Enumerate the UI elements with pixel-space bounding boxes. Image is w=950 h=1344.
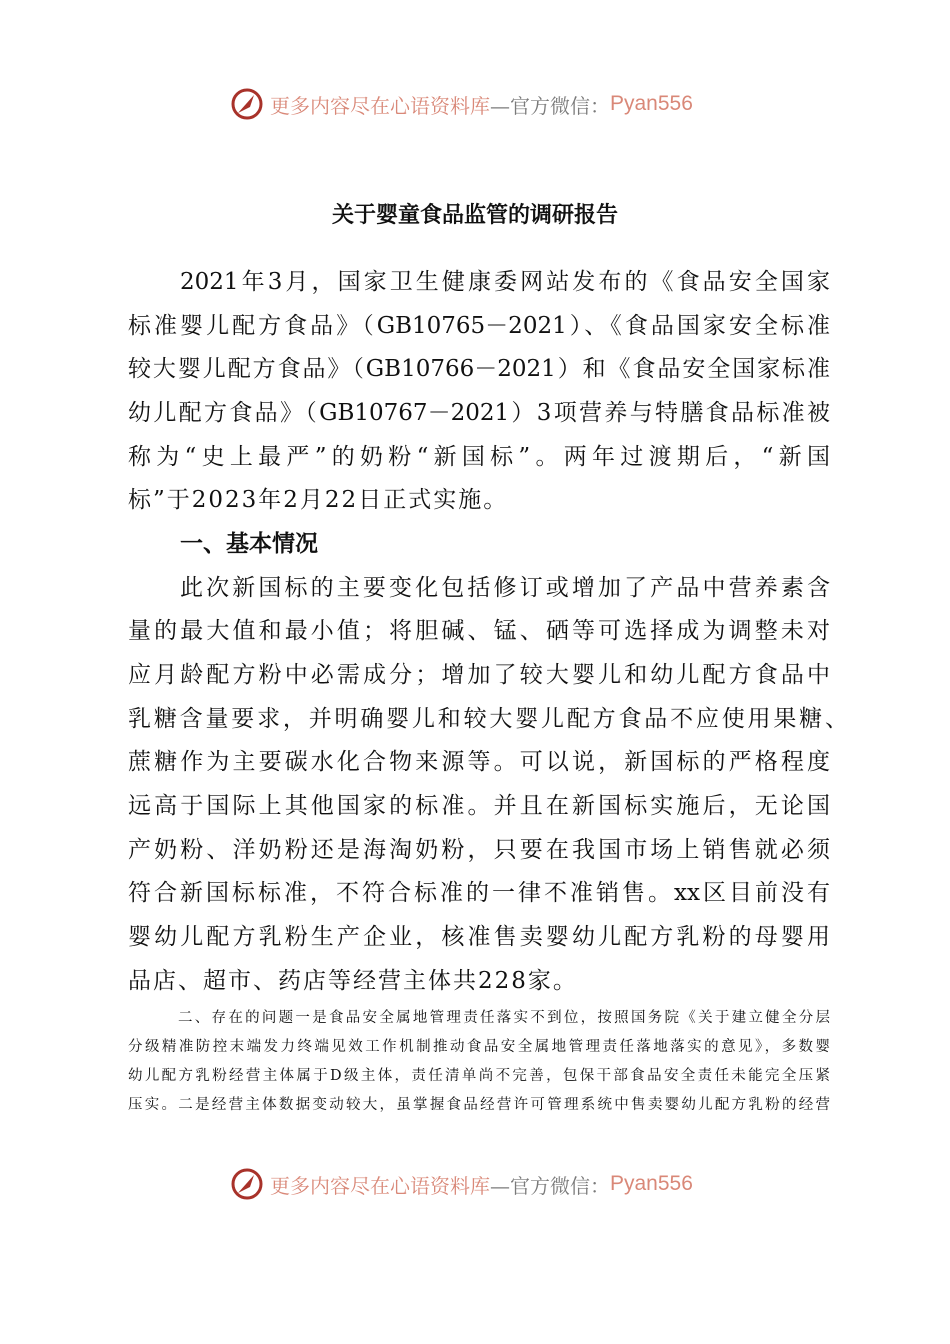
watermark-wechat-label: —官方微信：: [490, 93, 610, 118]
paragraph-line: 幼儿配方食品》（GB10767－2021）3项营养与特膳食品标准被: [128, 400, 830, 426]
paragraph-line: 品店、超市、药店等经营主体共228家。: [128, 968, 578, 994]
paragraph-line: 乳糖含量要求，并明确婴儿和较大婴儿配方食品不应使用果糖、: [128, 706, 848, 732]
section-heading: 一、基本情况: [180, 530, 318, 557]
small-paragraph-line: 分级精准防控末端发力终端见效工作机制推动食品安全属地管理责任落地落实的意见》，多数婴: [128, 1039, 830, 1055]
paragraph-line: 远高于国际上其他国家的标准。并且在新国标实施后，无论国: [128, 793, 830, 819]
paragraph-line: 符合新国标标准，不符合标准的一律不准销售。xx区目前没有: [128, 880, 830, 906]
paragraph-line: 称为“史上最严”的奶粉“新国标”。两年过渡期后，“新国: [128, 444, 830, 470]
paragraph-line: 较大婴儿配方食品》（GB10766－2021）和《食品安全国家标准: [128, 356, 830, 382]
small-paragraph-line: 二、存在的问题一是食品安全属地管理责任落实不到位，按照国务院《关于建立健全分层: [178, 1010, 830, 1026]
paragraph-line: 标”于2023年2月22日正式实施。: [128, 487, 509, 513]
quill-logo-icon: [230, 87, 264, 121]
watermark-wechat-label: —官方微信：: [490, 1173, 610, 1198]
quill-logo-icon: [230, 1167, 264, 1201]
watermark-wechat-id: Pyan556: [610, 92, 693, 115]
small-paragraph-line: 压实。二是经营主体数据变动较大，虽掌握食品经营许可管理系统中售卖婴幼儿配方乳粉的经营: [128, 1097, 830, 1113]
watermark-text: 更多内容尽在心语资料库: [270, 93, 490, 118]
paragraph-line: 婴幼儿配方乳粉生产企业，核准售卖婴幼儿配方乳粉的母婴用: [128, 924, 830, 950]
paragraph-line: 量的最大值和最小值；将胆碱、锰、硒等可选择成为调整未对: [128, 618, 830, 644]
watermark-footer: [230, 1166, 693, 1202]
paragraph-line: 蔗糖作为主要碳水化合物来源等。可以说，新国标的严格程度: [128, 749, 830, 775]
paragraph-line: 2021年3月，国家卫生健康委网站发布的《食品安全国家: [180, 269, 830, 295]
watermark-header: [230, 86, 693, 122]
small-paragraph-line: 幼儿配方乳粉经营主体属于D级主体，责任清单尚不完善，包保干部食品安全责任未能完全压紧: [128, 1068, 830, 1084]
paragraph-line: 标准婴儿配方食品》（GB10765－2021）、《食品国家安全标准: [128, 313, 830, 339]
paragraph-line: 此次新国标的主要变化包括修订或增加了产品中营养素含: [180, 575, 830, 601]
paragraph-line: 产奶粉、洋奶粉还是海淘奶粉，只要在我国市场上销售就必须: [128, 837, 830, 863]
watermark-text: 更多内容尽在心语资料库: [270, 1173, 490, 1198]
watermark-wechat-id: Pyan556: [610, 1172, 693, 1195]
document-title: 关于婴童食品监管的调研报告: [331, 202, 618, 228]
paragraph-line: 应月龄配方粉中必需成分；增加了较大婴儿和幼儿配方食品中: [128, 662, 830, 688]
